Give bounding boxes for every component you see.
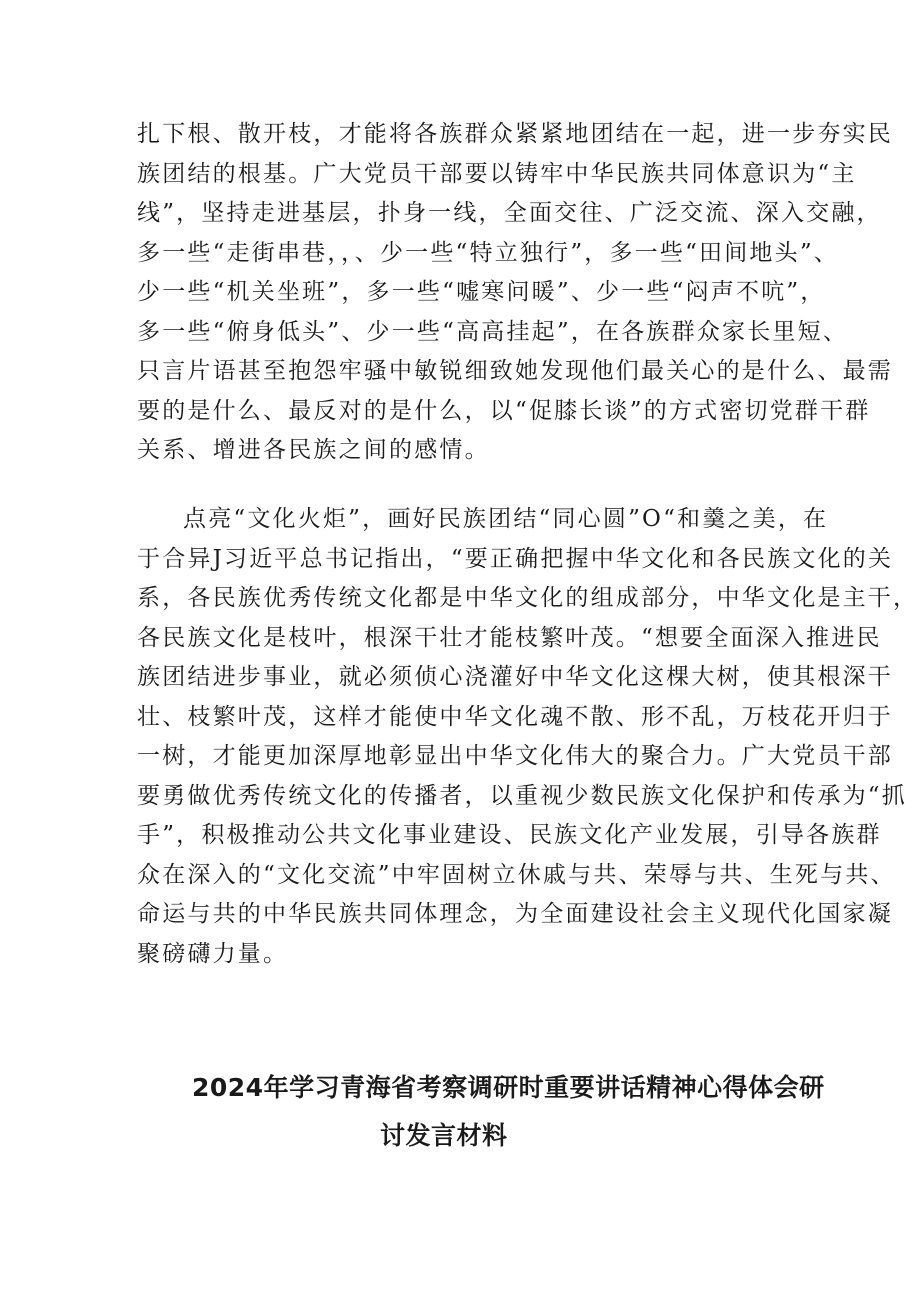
text-line: 只言片语甚至抱怨牢骚中敏锐细致她发现他们最关心的是什么、最需 <box>137 358 893 384</box>
paragraph-2 <box>137 500 919 974</box>
text-line: 族团结的根基。广大党员干部要以铸牢中华民族共同体意识为“主 <box>137 160 857 187</box>
text-line: 手”，积极推动公共文化事业建设、民族文化产业发展，引导各族群 <box>137 822 882 848</box>
text-line: 少一些“机关坐班”，多一些“嘘寒问暖”、少一些“闷声不吭”， <box>137 279 826 305</box>
text-line: 要勇做优秀传统文化的传播者，以重视少数民族文化保护和传承为“抓 <box>137 782 907 809</box>
text-line: 命运与共的中华民族共同体理念，为全面建设社会主义现代化国家凝 <box>137 901 893 927</box>
document-title <box>160 1064 825 1160</box>
text-line: 扎下根、散开枝，才能将各族群众紧紧地团结在一起，进一步夯实民 <box>137 121 893 147</box>
paragraph-1 <box>137 115 893 471</box>
text-line: 众在深入的“文化交流”中牢固树立休戚与共、荣辱与共、生死与共、 <box>137 861 896 888</box>
text-line: 多一些“走街串巷，，、少一些“特立独行”，多一些“田间地头”、 <box>137 239 839 266</box>
title-line-2: 讨发言材料 <box>380 1121 508 1150</box>
text-line: 于合异J习近平总书记指出，“要正确把握中华文化和各民族文化的关 <box>137 545 894 572</box>
text-line: 各民族文化是枝叶，根深干壮才能枝繁叶茂。“想要全面深入推进民 <box>137 624 882 651</box>
text-line: 线”，坚持走进基层，扑身一线，全面交往、广泛交流、深入交融， <box>137 200 882 226</box>
text-line: 多一些“俯身低头”、少一些“高高挂起”，在各族群众家长里短、 <box>137 318 849 345</box>
text-line: 要的是什么、最反对的是什么，以“促膝长谈”的方式密切党群干群 <box>137 397 871 424</box>
text-line: 系，各民族优秀传统文化都是中华文化的组成部分，中华文化是主干， <box>137 585 919 611</box>
text-line: 聚磅礴力量。 <box>137 940 289 967</box>
title-line-1: 2024年学习青海省考察调研时重要讲话精神心得体会研 <box>192 1073 825 1102</box>
text-line: 一树，才能更加深厚地彰显出中华文化伟大的聚合力。广大党员干部 <box>137 743 893 769</box>
text-line: 关系、增进各民族之间的感情。 <box>137 437 490 463</box>
text-line: 族团结进步事业，就必须侦心浇灌好中华文化这棵大树，使其根深干 <box>137 664 893 690</box>
text-line: 壮、枝繁叶茂，这样才能使中华文化魂不散、形不乱，万枝花开归于 <box>137 703 893 730</box>
text-line: 点亮“文化火炬”，画好民族团结“同心圆”O“和羹之美，在 <box>183 506 829 532</box>
